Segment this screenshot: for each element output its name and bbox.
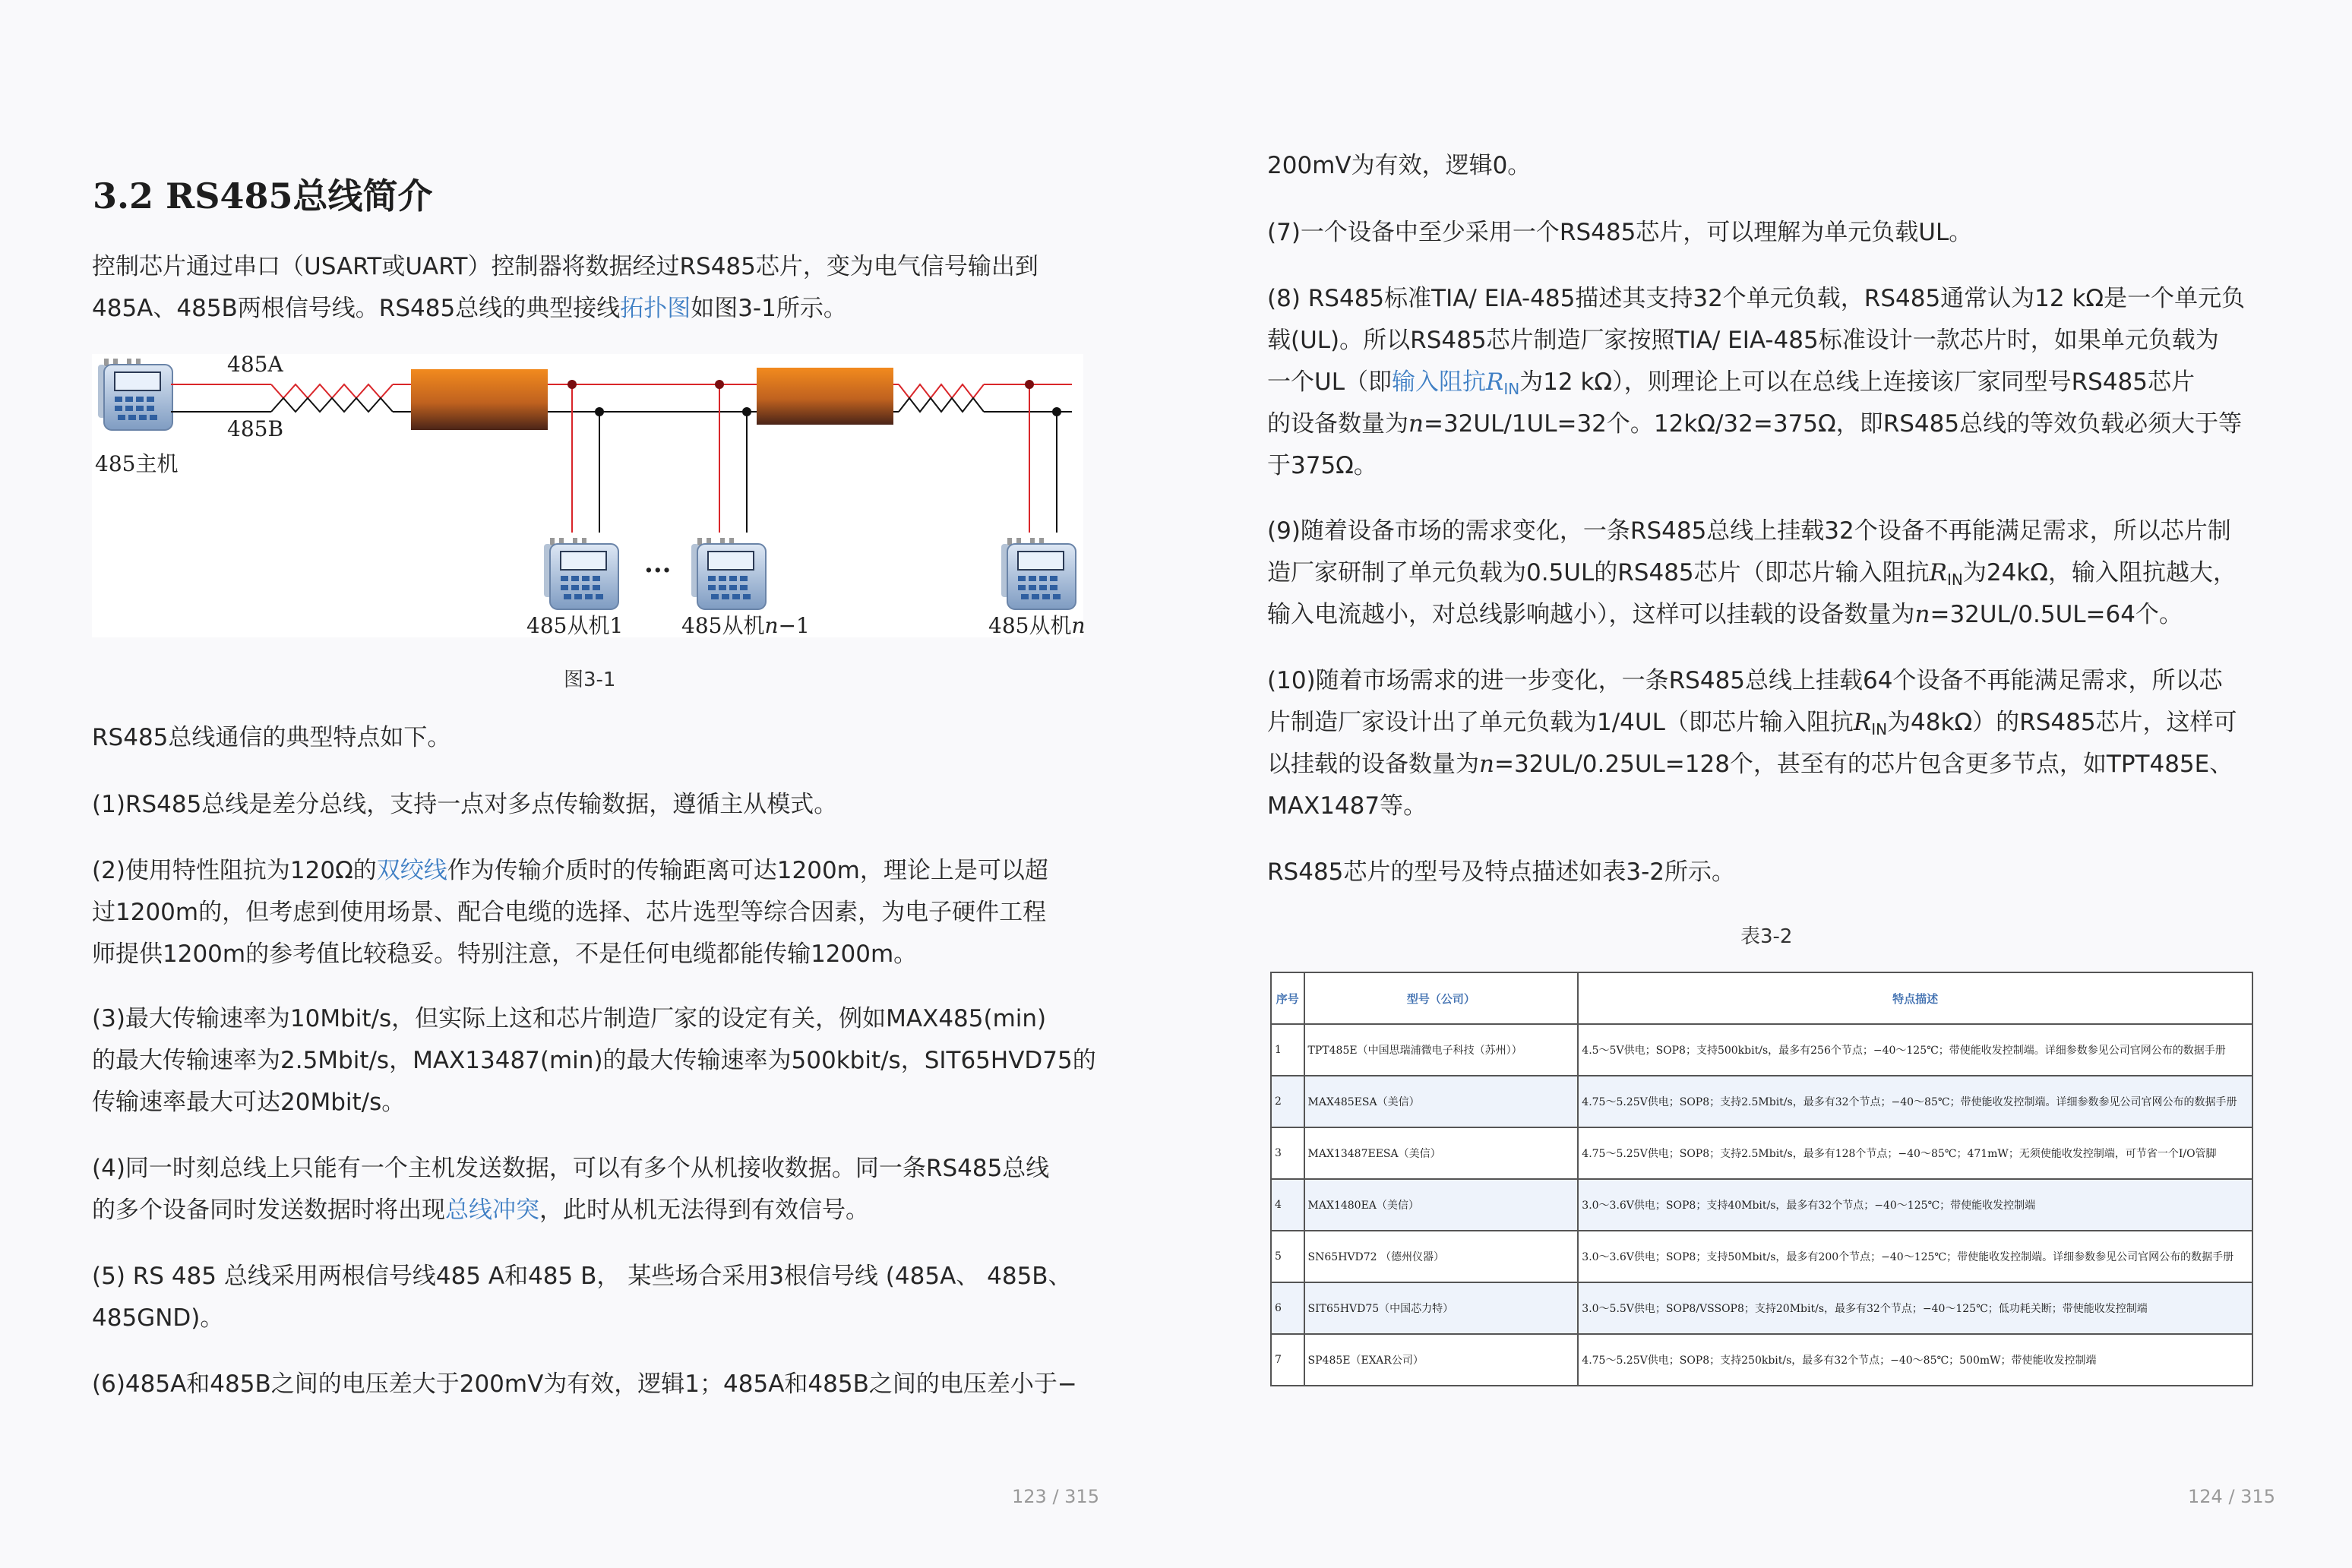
table-cell: 3.0～3.6V供电；SOP8；支持50Mbit/s，最多有200个节点；−40～125℃；带使能收发控制端。详细参数参见公司官网公布的数据手册 [1578,1231,2252,1282]
topology-link[interactable]: 拓扑图 [620,295,691,322]
feature-4: (4)同一时刻总线上只能有一个主机发送数据，可以有多个从机接收数据。同一条RS485总线 的多个设备同时发送数据时将出现总线冲突，此时从机无法得到有效信号。 [92,1155,1050,1224]
table-cell: 3 [1271,1127,1304,1179]
table-cell: 6 [1271,1282,1304,1334]
section-heading: 3.2 RS485总线简介 [93,175,433,217]
feature-5: (5) RS 485 总线采用两根信号线485 A和485 B， 某些场合采用3根信号线 (485A、 485B、 485GND)。 [92,1263,1072,1332]
header-model: 型号（公司） [1304,972,1579,1024]
bus-conflict-link[interactable]: 总线冲突 [445,1197,539,1224]
table-cell: 4.75～5.25V供电；SOP8；支持2.5Mbit/s，最多有128个节点；−40～85℃；471mW；无须使能收发控制端，可节省一个I/O管脚 [1578,1127,2252,1179]
table-cell: SN65HVD72 （德州仪器） [1304,1231,1579,1282]
page-number-right: 124 / 315 [2188,1486,2275,1507]
table-cell: SP485E（EXAR公司） [1304,1334,1579,1386]
bus-lines [171,384,1072,533]
table-header-row [1271,972,2252,1024]
table-cell: MAX485ESA（美信） [1304,1076,1579,1127]
feature-6: (6)485A和485B之间的电压差大于200mV为有效，逻辑1；485A和485B之间的电压差小于− [92,1370,1077,1398]
table-cell: 2 [1271,1076,1304,1127]
slave-device-1-icon [544,538,618,609]
features-intro: RS485总线通信的典型特点如下。 [92,724,451,751]
feature-9: (9)随着设备市场的需求变化，一条RS485总线上挂载32个设备不再能满足需求，所以芯片制 造厂家研制了单元负载为0.5UL的RS485芯片（即芯片输入阻抗$R_{IN}$为24kΩ，输入阻抗越大， 输入电流越小，对总线影响越小），这样可以挂载的设备数量为n=32UL/0.5UL=64个。 [1267,517,2237,628]
intro-line-2b: 如图3-1所示。 [691,295,847,322]
header-feature: 特点描述 [1578,972,2252,1024]
twisted-pair-link[interactable]: 双绞线 [376,857,447,884]
label-slave-n-1: 485从机n−1 [681,613,810,638]
cable-segment-2 [757,368,893,425]
table-cell: MAX13487EESA（美信） [1304,1127,1579,1179]
table-row [1271,1024,2252,1076]
table-cell: 1 [1271,1024,1304,1076]
header-index: 序号 [1271,972,1304,1024]
slave-device-n-1-icon [691,538,766,609]
table-row [1271,1282,2252,1334]
table-cell: 4 [1271,1179,1304,1231]
table-row [1271,1231,2252,1282]
figure-caption: 图3-1 [564,669,616,691]
intro-line-1: 控制芯片通过串口（USART或UART）控制器将数据经过RS485芯片，变为电气信号输出到 [92,253,1038,280]
table-row [1271,1179,2252,1231]
cable-segment-1 [411,369,548,430]
table-cell: 5 [1271,1231,1304,1282]
page-number-left: 123 / 315 [1012,1486,1099,1507]
slave-device-n-icon [1001,538,1076,609]
feature-1: (1)RS485总线是差分总线，支持一点对多点传输数据，遵循主从模式。 [92,791,838,818]
feature-10: (10)随着市场需求的进一步变化，一条RS485总线上挂载64个设备不再能满足需求，所以芯 片制造厂家设计出了单元负载为1/4UL（即芯片输入阻抗$R_{IN}$为48kΩ）的RS485芯片，这样可 以挂载的设备数量为n=32UL/0.25UL=128个，甚至有的芯片包含更多节点，如TPT485E、 MAX1487等。 [1267,667,2237,820]
host-device-icon [98,359,172,430]
table-caption: 表3-2 [1740,925,1793,948]
intro-paragraph [92,246,1038,330]
table-cell: 3.0～3.6V供电；SOP8；支持40Mbit/s，最多有32个节点；−40～125℃；带使能收发控制端 [1578,1179,2252,1231]
label-485b: 485B [227,416,284,441]
table-cell: SIT65HVD75（中国芯力特） [1304,1282,1579,1334]
table-cell: 3.0～5.5V供电；SOP8/VSSOP8；支持20Mbit/s，最多有32个节点；−40～125℃；低功耗关断；带使能收发控制端 [1578,1282,2252,1334]
table-cell: 4.5～5V供电；SOP8；支持500kbit/s，最多有256个节点；−40～125℃；带使能收发控制端。详细参数参见公司官网公布的数据手册 [1578,1024,2252,1076]
feature-2: (2)使用特性阻抗为120Ω的双绞线作为传输介质时的传输距离可达1200m，理论上是可以超 过1200m的，但考虑到使用场景、配合电缆的选择、芯片选型等综合因素，为电子硬件工程 师提供1200m的参考值比较稳妥。特别注意，不是任何电缆都能传输1200m。 [92,857,1048,968]
table-cell: 4.75～5.25V供电；SOP8；支持250kbit/s，最多有32个节点；−40～85℃；500mW；带使能收发控制端 [1578,1334,2252,1386]
table-row [1271,1334,2252,1386]
table-intro: RS485芯片的型号及特点描述如表3-2所示。 [1267,858,1736,886]
table-cell: 4.75～5.25V供电；SOP8；支持2.5Mbit/s，最多有32个节点；−40～85℃；带使能收发控制端。详细参数参见公司官网公布的数据手册 [1578,1076,2252,1127]
table-row [1271,1127,2252,1179]
intro-line-2a: 485A、485B两根信号线。RS485总线的典型接线 [92,295,621,322]
ellipsis-dots: ··· [644,555,672,586]
feature-6-continued: 200mV为有效，逻辑0。 [1267,152,1532,179]
table-cell: TPT485E（中国思瑞浦微电子科技（苏州）） [1304,1024,1579,1076]
label-slave-n: 485从机n [988,613,1086,638]
feature-3: (3)最大传输速率为10Mbit/s，但实际上这和芯片制造厂家的设定有关，例如MAX485(min) 的最大传输速率为2.5Mbit/s，MAX13487(min)的最大传输速率为500kbit/s，SIT65HVD75的 传输速率最大可达20Mbit/s。 [92,1005,1096,1116]
label-host: 485主机 [95,451,179,476]
table-cell: 7 [1271,1334,1304,1386]
rs485-topology-figure [92,352,1086,638]
rs485-chip-table [1270,972,2253,1386]
table-row [1271,1076,2252,1127]
input-impedance-link[interactable]: 输入阻抗$R_{IN}$ [1391,368,1520,398]
label-slave-1: 485从机1 [526,613,624,638]
label-485a: 485A [227,352,283,377]
feature-8: (8) RS485标准TIA/ EIA-485描述其支持32个单元负载，RS485通常认为12 kΩ是一个单元负 载(UL)。所以RS485芯片制造厂家按照TIA/ EIA-485标准设计一款芯片时，如果单元负载为 一个UL（即输入阻抗$R_{IN}$为12 kΩ），则理论上可以在总线上连接该厂家同型号RS485芯片 的设备数量为n=32UL/1UL=32个。12kΩ/32=375Ω，即RS485总线的等效负载必须大于等 于375Ω。 [1267,285,2246,479]
table-cell: MAX1480EA（美信） [1304,1179,1579,1231]
feature-7: (7)一个设备中至少采用一个RS485芯片，可以理解为单元负载UL。 [1267,219,1973,246]
